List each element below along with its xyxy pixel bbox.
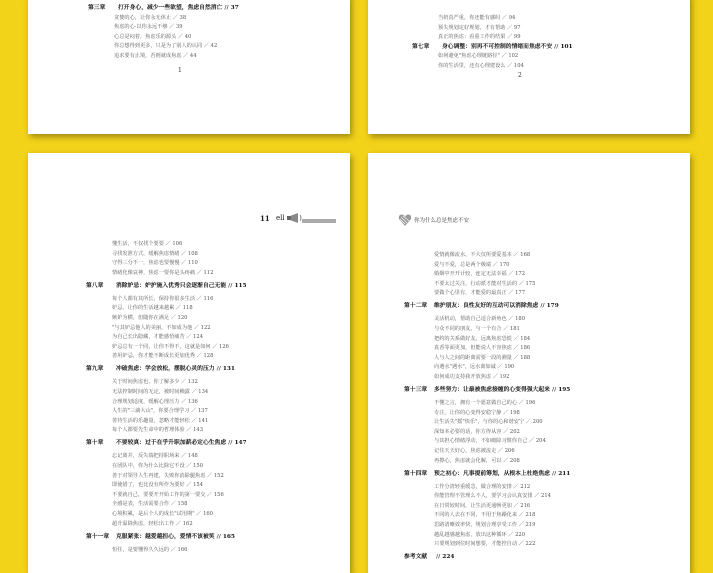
- toc-item: 让生活失"摇"快乐"，与你的心和谐安宁 ／ 200: [434, 419, 543, 426]
- toc-item: 关于时间焦虑也，你了解多少 ／ 132: [112, 379, 198, 386]
- megaphone-icon: [286, 211, 336, 225]
- chapter-separator: //: [549, 387, 559, 393]
- toc-item: 善待生活的乐趣量，忽略才能轻松 ／ 141: [112, 417, 209, 424]
- chapter-title: 预之初心：凡事提前筹划，从根本上杜绝焦虑: [434, 470, 550, 477]
- toc-item: 不懂之言，拥有一个愿意做自己的心 ／ 196: [434, 400, 536, 406]
- toc-item: 在团队中，你为什么比除它不没 ／ 150: [112, 463, 204, 469]
- toc-item: 思路清晰效率快，规划合理享受工作 ／ 219: [434, 522, 536, 528]
- toc-item: 不同的人去在不同，不用于焦躁化来 ／ 218: [434, 512, 536, 519]
- chapter-page: 165: [222, 533, 235, 540]
- chapter-title: 消除妒忌：妒护施入优秀只会逐渐自己无能: [116, 282, 227, 289]
- toc-item: 妒忌，让你的生活越来越累 ／ 118: [112, 305, 193, 312]
- page-header: [260, 211, 340, 225]
- toc-item: 爱情就像流水，不大仅所要爱基本 ／ 168: [434, 252, 531, 258]
- chapter-number: 参考文献: [404, 554, 428, 561]
- chapter-separator: //: [538, 303, 547, 310]
- chapter-number: 第十三章: [404, 387, 428, 393]
- toc-item: 与其担心情绪浮动，不如破除习惯你自己 ／ 204: [434, 438, 546, 445]
- toc-item: 善于对领导人生再建，失败你消除腿焦虑 ／ 152: [112, 472, 224, 479]
- toc-item: 每个人都要先生命中的哲理体验 ／ 143: [112, 427, 204, 434]
- toc-item: 情绪化像哀神，焦虑一要你是头疼痛 ／ 112: [112, 269, 214, 276]
- toc-item: 专注，让你的心变得安稳宁静 ／ 198: [434, 409, 520, 416]
- toc-item: 懂生活，不仅找个要要 ／ 106: [112, 241, 183, 247]
- chapter-separator: //: [549, 470, 559, 477]
- toc-item: 你总想得到更多，只是为了别人的认同 ／ 42: [114, 43, 218, 50]
- toc-item: 善用妒忌，你才能不断成长更加优秀 ／ 128: [112, 353, 214, 360]
- chapter-number: 第十一章: [86, 533, 110, 540]
- chapter-page: 37: [230, 5, 239, 11]
- toc-item: 守得三分不一，焦虑也要慢慢 ／ 110: [112, 260, 198, 267]
- chapter-page: 115: [234, 282, 247, 289]
- toc-chapter: [86, 284, 247, 290]
- toc-item: 越乱越感越焦虑，放出这种循环 ／ 220: [434, 531, 526, 538]
- chapter-page: 147: [234, 440, 247, 447]
- toc-chapter: [86, 535, 235, 541]
- toc-item: "与其妒忌他人的美丽，不如成为他 ／ 122: [112, 324, 211, 331]
- chapter-separator: //: [214, 366, 223, 373]
- toc-item: 贪婪的心，让你永无休止 ／ 38: [114, 14, 187, 21]
- toc-item: 人生的"三滴大山"，你要合理学习 ／ 137: [112, 408, 208, 415]
- toc-item: 超升温降焦虑，轻松出工作 ／ 162: [112, 520, 193, 527]
- toc-chapter: [404, 388, 570, 394]
- toc-item: 全感是表，生活需要合作 ／ 158: [112, 501, 188, 508]
- toc-item: 真正的焦虑：看重工作的结果 ／ 99: [438, 34, 521, 41]
- toc-item: 真香等面更加，但能说人不容焦虑 ／ 186: [434, 345, 531, 352]
- toc-item: 灵活机动，帮助自己适合新角色 ／ 180: [434, 316, 526, 323]
- toc-chapter: [404, 472, 570, 478]
- toc-item: 在日常较时间，让生活更通畅更加 ／ 216: [434, 502, 531, 509]
- chapter-page: 101: [560, 43, 573, 50]
- page-number: 1: [178, 67, 182, 74]
- toc-item: 焦虑的心·以你永远不够 ／ 39: [114, 24, 183, 31]
- chapter-separator: //: [222, 5, 231, 11]
- toc-item: 恒任，是要懂得久久远的 ／ 166: [112, 546, 188, 553]
- chapter-title: 不要较真：过于在乎升职加薪必定心生焦虑: [116, 440, 227, 447]
- toc-item: 再擦心，焦虑就会化解，可以 ／ 208: [434, 457, 520, 464]
- running-title: 你为什么总是焦虑不安: [414, 218, 470, 224]
- toc-item: 如何成功支持我开放焦虑 ／ 192: [434, 374, 510, 380]
- toc-item: 深知本必要的话，你方得从容 ／ 202: [434, 428, 520, 435]
- chapter-number: 第九章: [86, 366, 104, 373]
- toc-item: 每个人都有其所长，保持你很多生活 ／ 116: [112, 295, 214, 302]
- chapter-separator: //: [552, 43, 561, 50]
- chapter-page: 211: [558, 470, 571, 477]
- toc-item: 记住天天好心，焦虑被流走 ／ 206: [434, 448, 515, 454]
- book-page-1: [28, 0, 350, 134]
- toc-item: 你能管理不管理么不人，要学习会认真安排 ／ 214: [434, 493, 551, 500]
- chapter-title: 维护朋友：良性友好的互动可以消除焦虑: [434, 303, 539, 310]
- toc-item: 只要规划到位时间想要，才能控自动 ／ 222: [434, 541, 536, 548]
- toc-chapter: [88, 6, 239, 12]
- book-page-3: [28, 153, 350, 573]
- chapter-title: 身心调整：别再不可控制的情绪而焦虑不安: [442, 43, 553, 50]
- toc-chapter: [86, 441, 247, 447]
- heart-icon: [398, 213, 412, 227]
- chapter-number: 第八章: [86, 282, 104, 289]
- chapter-number: 第十四章: [404, 470, 428, 477]
- toc-chapter: [412, 45, 573, 51]
- toc-item: 追求要有止境，否则就成焦虑 ／ 44: [114, 53, 197, 59]
- toc-item: 你的生活里，还有心理建设么 ／ 104: [438, 63, 524, 69]
- toc-item: 寻找发泄方式，缓解焦虑情绪 ／ 108: [112, 250, 198, 257]
- chapter-title: 克服紧张：越爱越担心，爱情不该被笑: [116, 533, 215, 540]
- toc-item: 为自己长出隐藏，才能感悟痛苦 ／ 124: [112, 334, 204, 341]
- book-page-2: [368, 0, 690, 134]
- toc-item: 把约的关系做好友，远离焦虑恐慌 ／ 184: [434, 335, 531, 342]
- header-mark: ell: [276, 214, 285, 222]
- toc-item: 嫉妒为横，但随你在满足 ／ 120: [112, 315, 188, 321]
- chapter-separator: //: [226, 282, 235, 289]
- toc-item: 不要太过关注，行动派才能对生活的 ／ 175: [434, 280, 536, 287]
- toc-item: 爱与不爱，总是两个极端 ／ 170: [434, 261, 510, 268]
- toc-item: 妒忌总有一个同，让你不得不，这就是如何 ／ 126: [112, 343, 229, 350]
- toc-item: 即使错了，也比没有所作为要好 ／ 154: [112, 482, 204, 489]
- chapter-separator: //: [214, 533, 223, 540]
- chapter-separator: //: [434, 554, 443, 561]
- header-page-number: 11: [260, 214, 270, 223]
- page-number: 2: [518, 72, 522, 79]
- chapter-number: 第十章: [86, 440, 104, 447]
- chapter-page: 131: [222, 366, 235, 373]
- toc-item: 要做个心里有，才能爱的最真正 ／ 177: [434, 290, 526, 297]
- toc-item: 心境积累，是后个人的成长"试用期" ／ 160: [112, 511, 213, 517]
- toc-item: 婚姻中开开计较，连定无法幸福 ／ 172: [434, 271, 526, 278]
- toc-item: 不要就自己，要要开开始工作的第一要交 ／ 156: [112, 491, 224, 498]
- toc-chapter: [86, 367, 235, 373]
- chapter-title: 打开身心，减少一些欲望，焦虑自然消亡: [118, 5, 223, 11]
- toc-item: 当奶真严重，你还能有感吗 ／ 94: [438, 15, 516, 21]
- toc-item: 心总是闷着，焦虑乐的源头 ／ 40: [114, 33, 192, 40]
- chapter-number: 第七章: [412, 43, 430, 50]
- toc-item: 如何避免"焦虑心理链路径" ／ 102: [438, 53, 519, 60]
- chapter-number: 第十二章: [404, 303, 428, 310]
- chapter-title: 冲破焦虑：学会放松，摆脱心灵的压力: [116, 366, 215, 373]
- toc-item: 人与人之间的距离需要一段的测量 ／ 188: [434, 354, 531, 361]
- toc-chapter: [404, 555, 454, 561]
- toc-item: 预失规划定好规划，才有帮助 ／ 97: [438, 24, 521, 31]
- book-page-4: [368, 153, 690, 573]
- toc-item: 向遇水"遇水"，远水离如诚 ／ 190: [434, 364, 515, 371]
- chapter-title: 多些努力：让最被焦虑接缠的心变得强大起来: [434, 387, 550, 393]
- toc-chapter: [404, 304, 559, 310]
- chapter-page: 195: [558, 387, 571, 393]
- toc-item: 忘记离并，反失端把持职场来 ／ 148: [112, 453, 198, 460]
- chapter-number: 第三章: [88, 5, 106, 11]
- chapter-page: 179: [546, 303, 559, 310]
- toc-item: 工作分清轻重缓急，做合理的安排 ／ 212: [434, 483, 531, 490]
- toc-item: 无法控制时间的无定，被时间赖露 ／ 134: [112, 389, 209, 395]
- chapter-page: 224: [442, 554, 455, 561]
- toc-item: 合理规划适度，缓解心理压力 ／ 136: [112, 398, 198, 405]
- toc-item: 与众不同的朋友，与一个有合 ／ 181: [434, 326, 520, 332]
- chapter-separator: //: [226, 440, 235, 447]
